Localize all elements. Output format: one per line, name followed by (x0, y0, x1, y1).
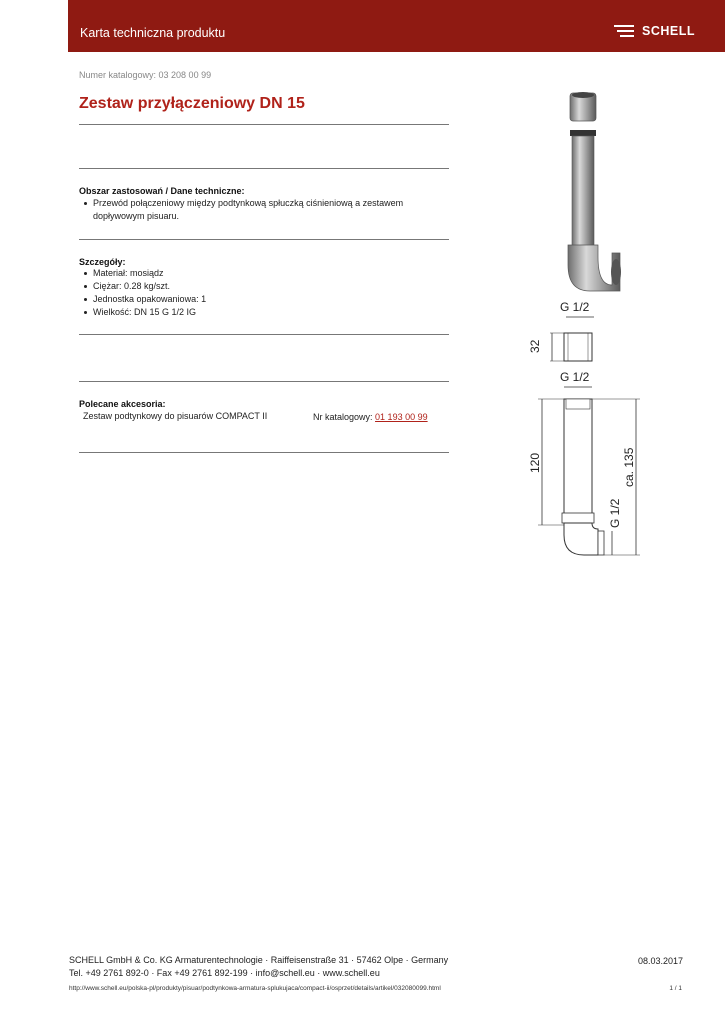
footer-contact: Tel. +49 2761 892-0 · Fax +49 2761 892-199 · info@schell.eu · www.schell.eu (69, 968, 380, 978)
product-photo-nut (570, 92, 596, 121)
footer-page-number: 1 / 1 (669, 985, 682, 992)
nut-thread-label: G 1/2 (560, 300, 590, 314)
brand-name: SCHELL (642, 24, 695, 38)
footer-company (69, 954, 448, 980)
product-title: Zestaw przyłączeniowy DN 15 (79, 95, 305, 112)
nut-height-label: 32 (528, 339, 542, 353)
divider (79, 124, 449, 125)
footer-date: 08.03.2017 (637, 956, 683, 966)
detail-item: Ciężar: 0.28 kg/szt. (84, 280, 414, 293)
accessories-heading: Polecane akcesoria: (79, 399, 166, 409)
pipe-thread-label: G 1/2 (560, 370, 590, 384)
total-length-label: ca. 135 (622, 447, 636, 487)
divider (79, 381, 449, 382)
technical-drawing (520, 85, 690, 565)
header-title: Karta techniczna produktu (80, 26, 226, 40)
accessory-name: Zestaw podtynkowy do pisuarów COMPACT II (83, 411, 268, 421)
application-heading: Obszar zastosowań / Dane techniczne: (79, 186, 245, 196)
divider (79, 239, 449, 240)
schell-logo-icon (614, 23, 636, 39)
product-photo-pipe (568, 130, 621, 291)
detail-item: Wielkość: DN 15 G 1/2 IG (84, 306, 414, 319)
header-bar (68, 0, 725, 52)
detail-item: Materiał: mosiądz (84, 267, 414, 280)
divider (79, 168, 449, 169)
divider (79, 452, 449, 453)
elbow-thread-label: G 1/2 (608, 498, 622, 528)
footer-url: http://www.schell.eu/polska-pl/produkty/pisuar/podtynkowa-armatura-splukujaca/compact-ii/osprzet/details/artikel/032080099.html (69, 985, 441, 992)
accessory-catalog-label: Nr katalogowy: (313, 412, 373, 422)
detail-item: Jednostka opakowaniowa: 1 (84, 293, 414, 306)
details-list (84, 267, 414, 319)
accessory-catalog-link[interactable]: 01 193 00 99 (375, 412, 428, 422)
application-item: Przewód połączeniowy między podtynkową spłuczką ciśnieniową a zestawem dopływowym pisuaru. (84, 197, 414, 223)
accessory-catalog (313, 411, 438, 424)
footer-address: SCHELL GmbH & Co. KG Armaturentechnologie · Raiffeisenstraße 31 · 57462 Olpe · Germany (69, 955, 449, 965)
divider (79, 334, 449, 335)
details-heading: Szczegóły: (79, 257, 126, 267)
pipe-length-label: 120 (528, 452, 542, 473)
catalog-number-line: Numer katalogowy: 03 208 00 99 (79, 70, 212, 80)
schell-logo (614, 23, 695, 39)
pipe-dimension-drawing (528, 370, 640, 555)
nut-dimension-drawing (528, 300, 594, 361)
application-list (84, 197, 414, 223)
